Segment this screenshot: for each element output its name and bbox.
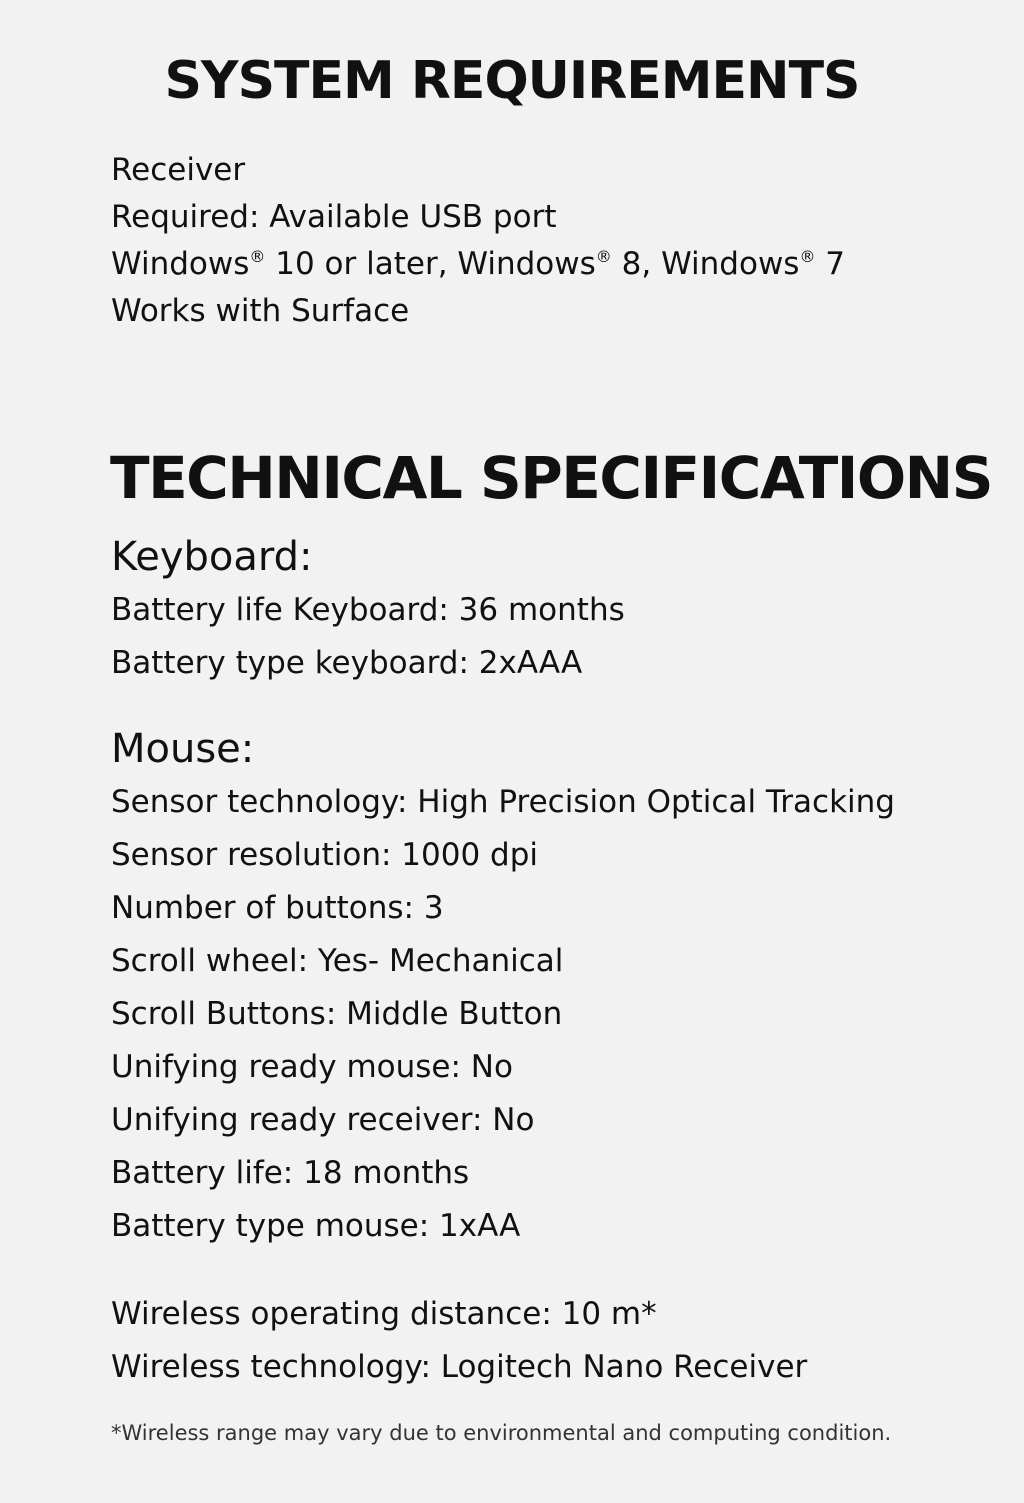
os-windows-10: Windows: [111, 246, 250, 282]
mouse-spec-item: Scroll wheel: Yes- Mechanical: [111, 943, 564, 979]
mouse-spec-item: Number of buttons: 3: [111, 890, 444, 926]
registered-mark: ®: [249, 247, 266, 266]
os-version-7: 7: [815, 246, 846, 282]
keyboard-heading: Keyboard:: [111, 534, 313, 580]
os-windows-8: 10 or later, Windows: [265, 246, 596, 282]
wireless-technology: Wireless technology: Logitech Nano Receiver: [111, 1349, 808, 1385]
mouse-spec-item: Unifying ready receiver: No: [111, 1102, 535, 1138]
windows-compatibility: [111, 241, 845, 288]
technical-specifications-title: TECHNICAL SPECIFICATIONS: [110, 444, 992, 512]
system-requirements-title: SYSTEM REQUIREMENTS: [164, 51, 860, 111]
mouse-spec-item: Sensor resolution: 1000 dpi: [111, 837, 539, 873]
mouse-section: [111, 722, 895, 1253]
wireless-section: [111, 1288, 807, 1394]
mouse-spec-item: Unifying ready mouse: No: [111, 1049, 513, 1085]
receiver-label: Receiver: [111, 152, 246, 188]
keyboard-section: [111, 530, 625, 690]
mouse-spec-item: Scroll Buttons: Middle Button: [111, 996, 563, 1032]
mouse-spec-item: Battery life: 18 months: [111, 1155, 470, 1191]
os-windows-7: 8, Windows: [611, 246, 800, 282]
wireless-range-footnote: *Wireless range may vary due to environmental and computing condition.: [111, 1421, 892, 1445]
registered-mark: ®: [595, 247, 612, 266]
system-requirements-list: [111, 147, 845, 335]
mouse-heading: Mouse:: [111, 726, 255, 772]
works-with-surface: Works with Surface: [111, 293, 410, 329]
keyboard-spec-item: Battery type keyboard: 2xAAA: [111, 645, 583, 681]
keyboard-spec-item: Battery life Keyboard: 36 months: [111, 592, 625, 628]
registered-mark: ®: [799, 247, 816, 266]
mouse-spec-item: Battery type mouse: 1xAA: [111, 1208, 521, 1244]
required-usb-port: Required: Available USB port: [111, 199, 557, 235]
mouse-spec-list: [111, 776, 895, 1253]
mouse-spec-item: Sensor technology: High Precision Optical Tracking: [111, 784, 895, 820]
keyboard-spec-list: [111, 584, 625, 690]
wireless-operating-distance: Wireless operating distance: 10 m*: [111, 1296, 657, 1332]
